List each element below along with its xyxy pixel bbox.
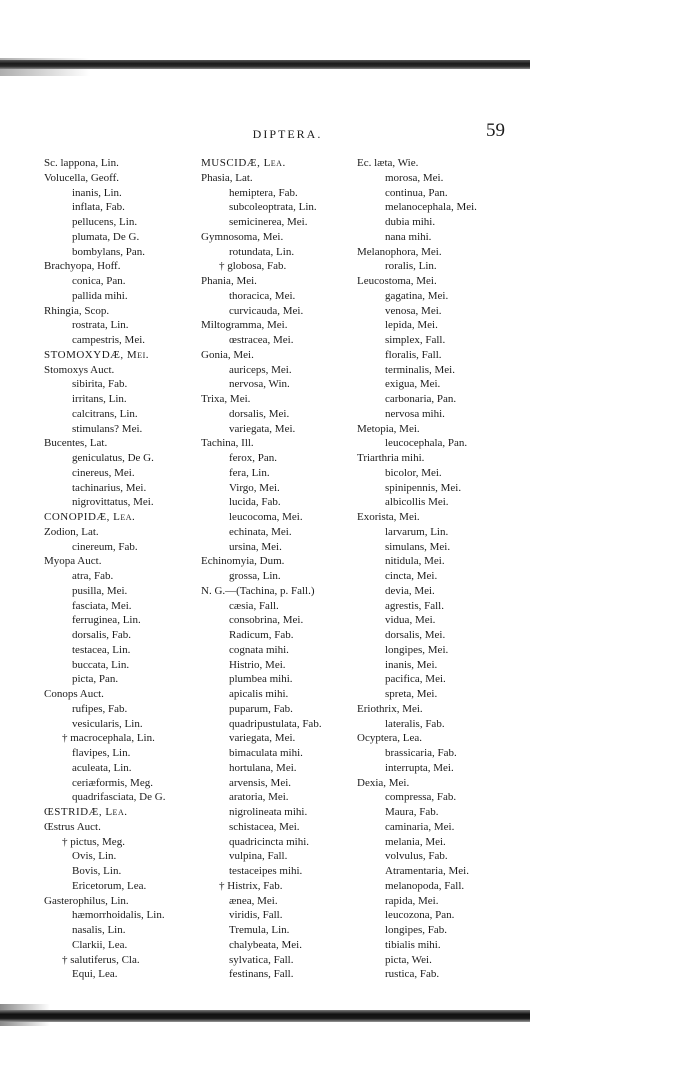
species-entry: nervosa mihi.	[385, 407, 445, 420]
species-entry: testaceipes mihi.	[229, 865, 303, 877]
species-entry: buccata, Lin.	[72, 658, 130, 671]
species-entry: œstracea, Mei.	[229, 334, 294, 346]
species-entry: chalybeata, Mei.	[229, 938, 302, 951]
species-entry: rapida, Mei.	[385, 894, 439, 907]
genus-entry: Metopia, Mei.	[357, 422, 420, 435]
species-entry: caminaria, Mei.	[385, 820, 455, 833]
species-entry: † pictus, Meg.	[62, 835, 125, 848]
genus-entry: Dexia, Mei.	[357, 776, 410, 789]
species-entry: devia, Mei.	[385, 584, 435, 597]
genus-entry: Phasia, Lat.	[201, 171, 253, 184]
species-entry: ursina, Mei.	[229, 540, 282, 553]
species-entry: melania, Mei.	[385, 835, 446, 848]
species-entry: hortulana, Mei.	[229, 761, 297, 774]
species-entry: nana mihi.	[385, 230, 432, 243]
species-entry: bicolor, Mei.	[385, 466, 442, 479]
genus-entry: N. G.—(Tachina, p. Fall.)	[201, 584, 315, 597]
species-entry: hemiptera, Fab.	[229, 186, 298, 199]
species-entry: cincta, Mei.	[385, 570, 438, 582]
species-entry: pellucens, Lin.	[72, 216, 138, 228]
genus-entry: Zodion, Lat.	[44, 525, 99, 538]
species-entry: melanopoda, Fall.	[385, 879, 465, 892]
species-entry: auriceps, Mei.	[229, 363, 292, 376]
species-entry: floralis, Fall.	[385, 348, 442, 361]
species-entry: ænea, Mei.	[229, 894, 278, 907]
species-entry: † Histrix, Fab.	[219, 879, 283, 892]
species-entry: apicalis mihi.	[229, 688, 289, 700]
genus-entry: Œstrus Auct.	[44, 820, 101, 833]
species-entry: schistacea, Mei.	[229, 820, 300, 833]
species-entry: sibirita, Fab.	[72, 378, 128, 391]
page-number: 59	[486, 120, 505, 141]
species-entry: sylvatica, Fall.	[229, 953, 294, 966]
species-entry: dorsalis, Mei.	[229, 407, 290, 420]
species-entry: plumbea mihi.	[229, 673, 293, 686]
species-entry: dorsalis, Fab.	[72, 629, 131, 641]
species-entry: nitidula, Mei.	[385, 555, 445, 568]
species-entry: larvarum, Lin.	[385, 525, 449, 538]
species-entry: Clarkii, Lea.	[72, 938, 128, 951]
species-entry: cinereum, Fab.	[72, 540, 138, 553]
species-entry: thoracica, Mei.	[229, 289, 296, 302]
species-entry: albicollis Mei.	[385, 496, 449, 509]
species-entry: spinipennis, Mei.	[385, 481, 462, 494]
species-entry: cæsia, Fall.	[229, 599, 279, 612]
species-entry: puparum, Fab.	[229, 702, 293, 715]
species-entry: grossa, Lin.	[229, 570, 281, 582]
genus-entry: MUSCIDÆ, Lea.	[201, 157, 286, 169]
species-entry: leucocephala, Pan.	[385, 437, 468, 450]
species-entry: arvensis, Mei.	[229, 776, 292, 789]
species-entry: echinata, Mei.	[229, 525, 292, 538]
species-entry: Maura, Fab.	[385, 806, 439, 818]
species-entry: aratoria, Mei.	[229, 791, 289, 804]
species-entry: vulpina, Fall.	[229, 850, 288, 863]
species-entry: vidua, Mei.	[385, 614, 436, 627]
genus-entry: Gonia, Mei.	[201, 348, 254, 361]
bottom-rule	[0, 1010, 530, 1022]
species-entry: consobrina, Mei.	[229, 614, 304, 627]
genus-entry: CONOPIDÆ, Lea.	[44, 511, 136, 523]
species-entry: melanocephala, Mei.	[385, 201, 477, 214]
species-entry: † salutiferus, Cla.	[62, 953, 140, 966]
genus-entry: Brachyopa, Hoff.	[44, 260, 121, 273]
species-entry: cognata mihi.	[229, 643, 289, 656]
species-entry: carbonaria, Pan.	[385, 393, 457, 405]
species-entry: venosa, Mei.	[385, 304, 442, 317]
species-entry: ceriæformis, Meg.	[72, 776, 153, 789]
genus-entry: Miltogramma, Mei.	[201, 319, 288, 332]
species-entry: nasalis, Lin.	[72, 924, 126, 936]
species-entry: vesicularis, Lin.	[72, 717, 143, 730]
species-entry: Tremula, Lin.	[229, 924, 290, 936]
species-entry: picta, Wei.	[385, 953, 432, 966]
species-entry: inanis, Mei.	[385, 658, 438, 671]
species-entry: morosa, Mei.	[385, 171, 444, 184]
species-entry: pusilla, Mei.	[72, 584, 128, 597]
species-entry: Atramentaria, Mei.	[385, 865, 469, 877]
species-entry: † globosa, Fab.	[219, 260, 287, 273]
species-entry: leucocoma, Mei.	[229, 511, 303, 523]
species-entry: Ovis, Lin.	[72, 850, 117, 863]
species-entry: rufipes, Fab.	[72, 702, 128, 715]
genus-entry: Stomoxys Auct.	[44, 363, 115, 376]
genus-entry: Trixa, Mei.	[201, 393, 251, 405]
species-entry: nigrovittatus, Mei.	[72, 496, 154, 509]
species-entry: ferruginea, Lin.	[72, 614, 141, 627]
genus-entry: Bucentes, Lat.	[44, 437, 108, 450]
species-entry: calcitrans, Lin.	[72, 407, 138, 420]
species-entry: flavipes, Lin.	[72, 747, 131, 759]
species-entry: geniculatus, De G.	[72, 452, 154, 464]
species-entry: gagatina, Mei.	[385, 289, 449, 302]
species-entry: quadricincta mihi.	[229, 835, 310, 848]
column-3	[357, 156, 537, 982]
species-entry: campestris, Mei.	[72, 334, 146, 346]
species-entry: subcoleoptrata, Lin.	[229, 201, 317, 214]
species-entry: leucozona, Pan.	[385, 909, 455, 922]
species-entry: interrupta, Mei.	[385, 761, 454, 774]
species-entry: tibialis mihi.	[385, 938, 441, 951]
species-entry: lucida, Fab.	[229, 496, 281, 509]
genus-entry: Ocyptera, Lea.	[357, 732, 423, 745]
species-entry: simplex, Fall.	[385, 334, 446, 346]
species-entry: atra, Fab.	[72, 570, 114, 582]
genus-entry: Gymnosoma, Mei.	[201, 230, 284, 243]
species-entry: exigua, Mei.	[385, 378, 441, 391]
species-entry: rustica, Fab.	[385, 968, 440, 981]
species-entry: aculeata, Lin.	[72, 761, 132, 774]
species-entry: inflata, Fab.	[72, 201, 125, 214]
species-entry: longipes, Fab.	[385, 924, 448, 936]
species-entry: Equi, Lea.	[72, 968, 118, 981]
column-2	[201, 156, 381, 982]
genus-entry: Ec. læta, Wie.	[357, 157, 419, 169]
genus-entry: Echinomyia, Dum.	[201, 555, 285, 568]
genus-entry: Phania, Mei.	[201, 275, 257, 287]
species-entry: rotundata, Lin.	[229, 245, 295, 258]
genus-entry: Gasterophilus, Lin.	[44, 894, 129, 907]
genus-entry: Leucostoma, Mei.	[357, 275, 437, 287]
page-title: DIPTERA.	[252, 127, 323, 141]
species-entry: Ericetorum, Lea.	[72, 879, 147, 892]
genus-entry: STOMOXYDÆ, Mei.	[44, 348, 150, 361]
species-entry: agrestis, Fall.	[385, 599, 444, 612]
species-entry: quadrifasciata, De G.	[72, 791, 166, 804]
species-entry: conica, Pan.	[72, 275, 126, 287]
genus-entry: Exorista, Mei.	[357, 511, 420, 523]
species-entry: Virgo, Mei.	[229, 481, 280, 494]
species-entry: plumata, De G.	[72, 230, 140, 243]
species-entry: dorsalis, Mei.	[385, 629, 446, 641]
genus-entry: Rhingia, Scop.	[44, 304, 110, 317]
column-1	[44, 156, 224, 982]
genus-entry: Conops Auct.	[44, 688, 104, 700]
species-entry: semicinerea, Mei.	[229, 216, 308, 228]
genus-entry: Triarthria mihi.	[357, 452, 425, 464]
genus-entry: Eriothrix, Mei.	[357, 702, 423, 715]
species-entry: variegata, Mei.	[229, 732, 296, 745]
species-entry: pacifica, Mei.	[385, 673, 446, 686]
species-entry: fera, Lin.	[229, 466, 270, 479]
species-entry: Bovis, Lin.	[72, 865, 122, 877]
species-entry: continua, Pan.	[385, 186, 448, 199]
species-entry: spreta, Mei.	[385, 688, 438, 700]
species-entry: Radicum, Fab.	[229, 629, 294, 641]
species-entry: irritans, Lin.	[72, 393, 127, 405]
species-entry: longipes, Mei.	[385, 643, 449, 656]
species-entry: bimaculata mihi.	[229, 747, 303, 759]
species-entry: ferox, Pan.	[229, 452, 277, 464]
genus-entry: Melanophora, Mei.	[357, 245, 442, 258]
species-entry: hæmorrhoidalis, Lin.	[72, 909, 165, 922]
species-entry: lateralis, Fab.	[385, 717, 445, 730]
species-entry: terminalis, Mei.	[385, 363, 455, 376]
species-entry: nervosa, Win.	[229, 378, 290, 391]
genus-entry: Volucella, Geoff.	[44, 171, 120, 184]
species-entry: stimulans? Mei.	[72, 422, 143, 435]
species-entry: pallida mihi.	[72, 289, 128, 302]
species-entry: curvicauda, Mei.	[229, 304, 304, 317]
species-entry: † macrocephala, Lin.	[62, 732, 155, 745]
genus-entry: Tachina, Ill.	[201, 437, 254, 450]
species-entry: inanis, Lin.	[72, 186, 122, 199]
species-entry: cinereus, Mei.	[72, 466, 135, 479]
species-entry: dubia mihi.	[385, 216, 436, 228]
species-entry: variegata, Mei.	[229, 422, 296, 435]
species-entry: brassicaria, Fab.	[385, 747, 457, 759]
species-entry: testacea, Lin.	[72, 643, 131, 656]
species-entry: tachinarius, Mei.	[72, 481, 147, 494]
species-entry: fasciata, Mei.	[72, 599, 132, 612]
species-entry: simulans, Mei.	[385, 540, 451, 553]
species-entry: quadripustulata, Fab.	[229, 717, 322, 730]
species-entry: bombylans, Pan.	[72, 245, 146, 258]
genus-entry: Myopa Auct.	[44, 555, 102, 568]
species-entry: picta, Pan.	[72, 673, 119, 686]
species-entry: lepida, Mei.	[385, 319, 438, 332]
genus-entry: ŒSTRIDÆ, Lea.	[44, 806, 128, 818]
species-entry: Histrio, Mei.	[229, 658, 286, 671]
genus-entry: Sc. lapponа, Lin.	[44, 157, 119, 169]
species-entry: roralis, Lin.	[385, 260, 437, 273]
species-entry: viridis, Fall.	[229, 909, 283, 922]
top-rule	[0, 60, 530, 69]
species-entry: festinans, Fall.	[229, 968, 294, 981]
species-entry: rostrata, Lin.	[72, 319, 129, 332]
species-entry: volvulus, Fab.	[385, 850, 448, 863]
species-entry: nigrolineata mihi.	[229, 806, 308, 818]
species-entry: compressa, Fab.	[385, 791, 457, 804]
